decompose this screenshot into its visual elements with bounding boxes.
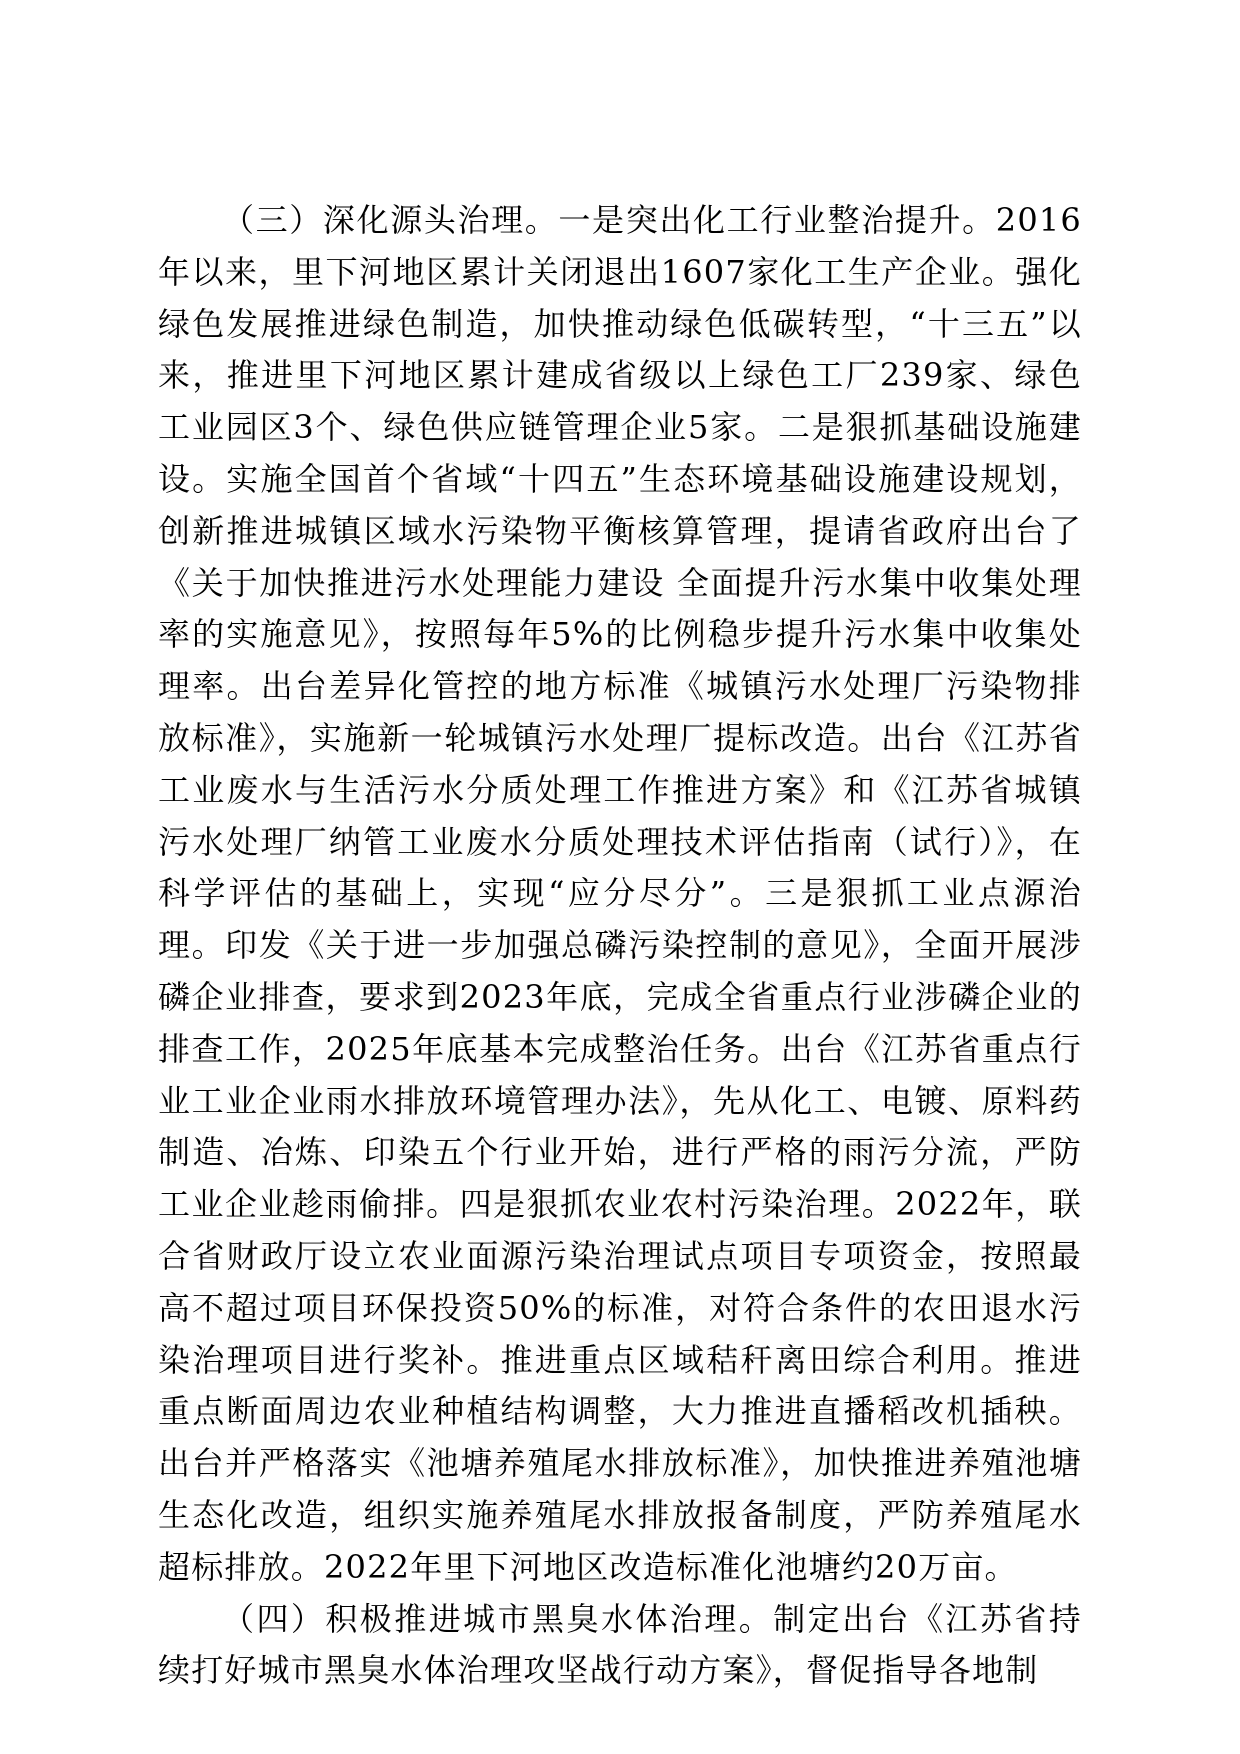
- paragraph-black-odorous-water: （四）积极推进城市黑臭水体治理。制定出台《江苏省持续打好城市黑臭水体治理攻坚战行动方案》，督促指导各地制: [158, 1599, 1082, 1690]
- paragraph-source-control: （三）深化源头治理。一是突出化工行业整治提升。2016年以来，里下河地区累计关闭退出1607家化工生产企业。强化绿色发展推进绿色制造，加快推动绿色低碳转型，“十三五”以来，推进里下河地区累计建成省级以上绿色工厂239家、绿色工业园区3个、绿色供应链管理企业5家。二是狠抓基础设施建设。实施全国首个省域“十四五”生态环境基础设施建设规划，创新推进城镇区域水污染物平衡核算管理，提请省政府出台了《关于加快推进污水处理能力建设 全面提升污水集中收集处理率的实施意见》，按照每年5%的比例稳步提升污水集中收集处理率。出台差异化管控的地方标准《城镇污水处理厂污染物排放标准》，实施新一轮城镇污水处理厂提标改造。出台《江苏省工业废水与生活污水分质处理工作推进方案》和《江苏省城镇污水处理厂纳管工业废水分质处理技术评估指南（试行）》，在科学评估的基础上，实现“应分尽分”。三是狠抓工业点源治理。印发《关于进一步加强总磷污染控制的意见》，全面开展涉磷企业排查，要求到2023年底，完成全省重点行业涉磷企业的排查工作，2025年底基本完成整治任务。出台《江苏省重点行业工业企业雨水排放环境管理办法》，先从化工、电镀、原料药制造、冶炼、印染五个行业开始，进行严格的雨污分流，严防工业企业趁雨偷排。四是狠抓农业农村污染治理。2022年，联合省财政厅设立农业面源污染治理试点项目专项资金，按照最高不超过项目环保投资50%的标准，对符合条件的农田退水污染治理项目进行奖补。推进重点区域秸秆离田综合利用。推进重点断面周边农业种植结构调整，大力推进直播稻改机插秧。出台并严格落实《池塘养殖尾水排放标准》，加快推进养殖池塘生态化改造，组织实施养殖尾水排放报备制度，严防养殖尾水超标排放。2022年里下河地区改造标准化池塘约20万亩。: [158, 201, 1082, 1586]
- body-text: [158, 195, 1082, 1697]
